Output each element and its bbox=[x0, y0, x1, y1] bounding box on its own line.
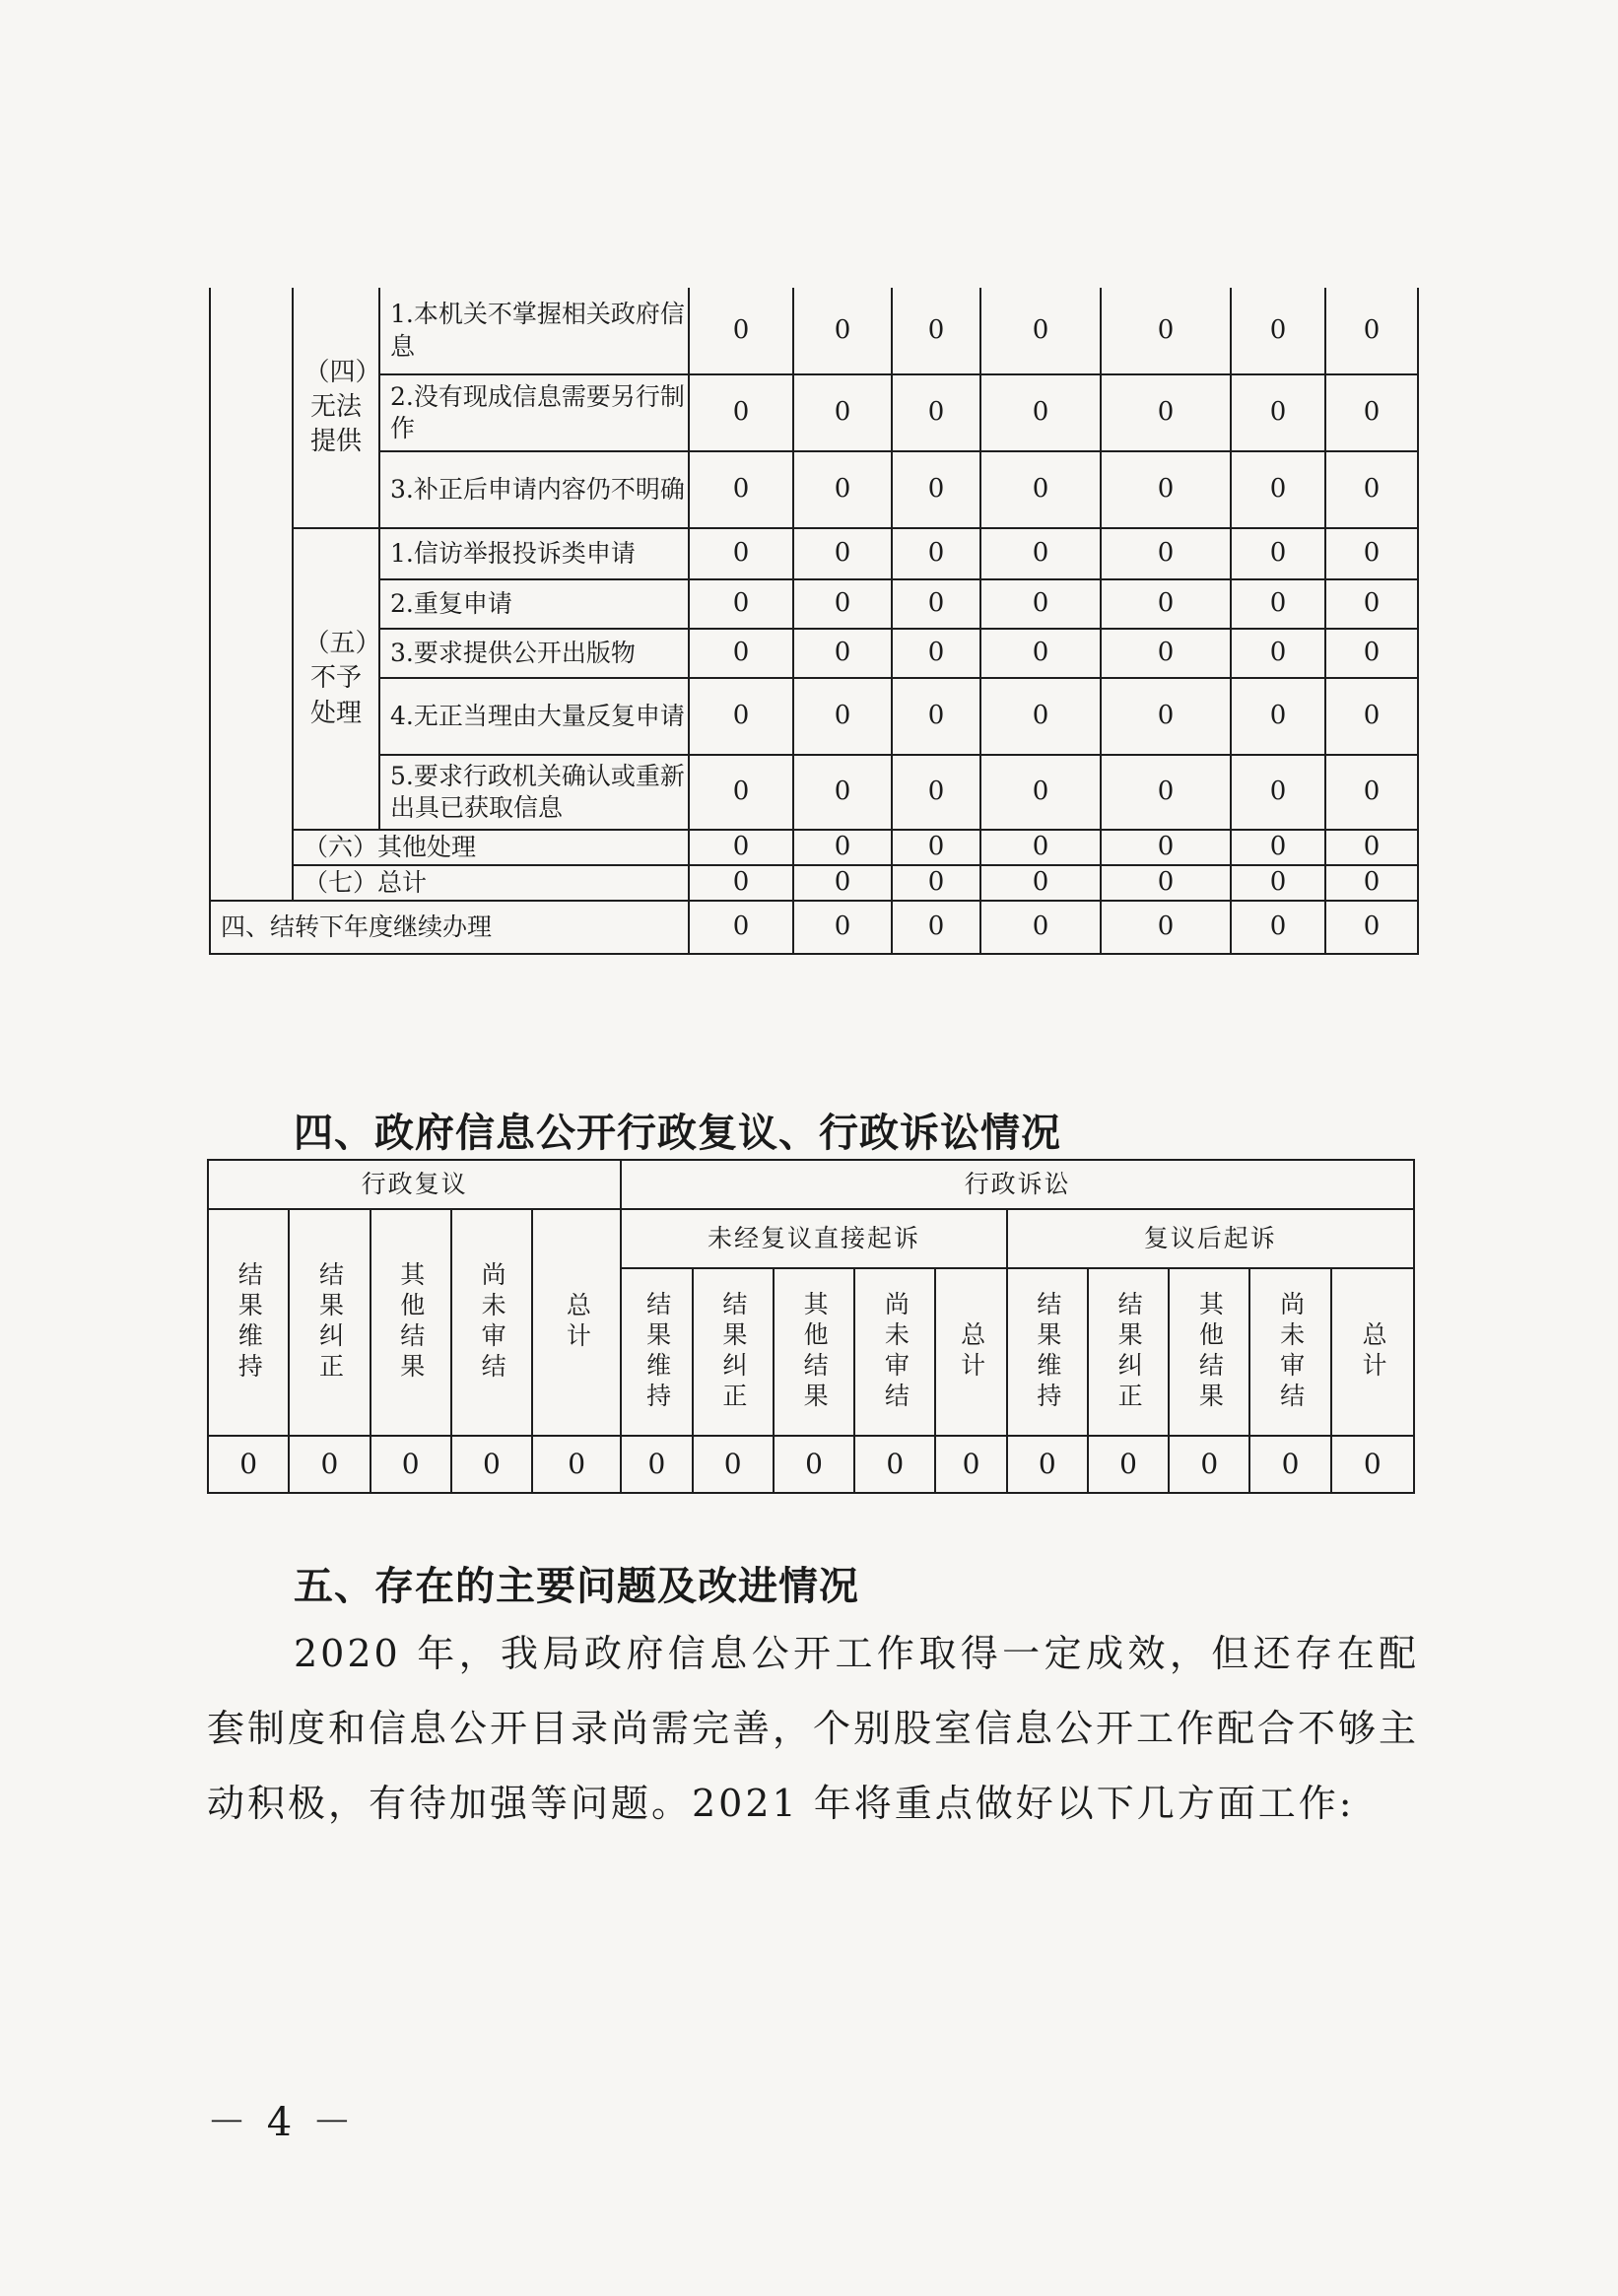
value-cell: 0 bbox=[1325, 579, 1418, 629]
value-cell: 0 bbox=[1101, 528, 1231, 579]
review-header: 行政复议 bbox=[208, 1160, 621, 1209]
item-label: 3.补正后申请内容仍不明确 bbox=[379, 451, 689, 528]
table-row bbox=[210, 579, 1418, 629]
value-cell: 0 bbox=[1231, 678, 1325, 755]
value-cell: 0 bbox=[689, 830, 793, 865]
value-cell: 0 bbox=[1231, 451, 1325, 528]
table-row bbox=[210, 678, 1418, 755]
value-cell: 0 bbox=[1231, 865, 1325, 901]
table-row bbox=[210, 374, 1418, 451]
after-cols-header: 总计 bbox=[1331, 1268, 1414, 1436]
table-row bbox=[210, 865, 1418, 901]
value-cell: 0 bbox=[689, 288, 793, 374]
after-cols-header: 结果维持 bbox=[1007, 1268, 1088, 1436]
value-cell: 0 bbox=[980, 374, 1101, 451]
value-cell: 0 bbox=[1231, 629, 1325, 678]
value-cell: 0 bbox=[1101, 629, 1231, 678]
application-handling-table bbox=[209, 288, 1419, 955]
value-cell: 0 bbox=[793, 451, 892, 528]
item-label: 1.本机关不掌握相关政府信息 bbox=[379, 288, 689, 374]
value-cell: 0 bbox=[1325, 830, 1418, 865]
body-paragraph: 2020 年，我局政府信息公开工作取得一定成效，但还存在配套制度和信息公开目录尚需完善，个别股室信息公开工作配合不够主动积极，有待加强等问题。2021 年将重点做好以下几方面工作: bbox=[207, 1632, 1420, 1825]
value-cell: 0 bbox=[1249, 1436, 1330, 1493]
value-cell: 0 bbox=[1325, 374, 1418, 451]
value-cell: 0 bbox=[1101, 579, 1231, 629]
value-cell: 0 bbox=[1231, 374, 1325, 451]
review-col-header: 结果纠正 bbox=[289, 1209, 370, 1436]
item-label: 3.要求提供公开出版物 bbox=[379, 629, 689, 678]
value-cell: 0 bbox=[793, 579, 892, 629]
value-cell: 0 bbox=[451, 1436, 532, 1493]
after-cols-header: 尚未审结 bbox=[1249, 1268, 1330, 1436]
value-cell: 0 bbox=[1325, 288, 1418, 374]
value-cell: 0 bbox=[689, 678, 793, 755]
value-cell: 0 bbox=[980, 288, 1101, 374]
value-cell: 0 bbox=[980, 901, 1101, 954]
value-cell: 0 bbox=[980, 451, 1101, 528]
direct-cols-header: 总计 bbox=[935, 1268, 1006, 1436]
value-cell: 0 bbox=[793, 629, 892, 678]
value-cell: 0 bbox=[1231, 830, 1325, 865]
value-cell: 0 bbox=[1101, 678, 1231, 755]
value-cell: 0 bbox=[892, 865, 980, 901]
direct-cols-header: 结果维持 bbox=[621, 1268, 692, 1436]
value-cell: 0 bbox=[1231, 901, 1325, 954]
category-cell: （四）无法提供 bbox=[293, 288, 379, 528]
total-label: （七）总计 bbox=[293, 865, 689, 901]
value-cell: 0 bbox=[892, 678, 980, 755]
value-cell: 0 bbox=[793, 865, 892, 901]
table-row bbox=[210, 528, 1418, 579]
value-cell: 0 bbox=[1325, 678, 1418, 755]
item-label: 5.要求行政机关确认或重新出具已获取信息 bbox=[379, 755, 689, 830]
value-cell: 0 bbox=[1231, 755, 1325, 830]
value-cell: 0 bbox=[1101, 451, 1231, 528]
value-cell: 0 bbox=[1325, 629, 1418, 678]
value-cell: 0 bbox=[980, 629, 1101, 678]
review-col-header: 总计 bbox=[532, 1209, 621, 1436]
value-cell: 0 bbox=[1101, 755, 1231, 830]
table-row bbox=[210, 830, 1418, 865]
value-cell: 0 bbox=[689, 865, 793, 901]
value-cell: 0 bbox=[289, 1436, 370, 1493]
value-cell: 0 bbox=[793, 901, 892, 954]
direct-suit-header: 未经复议直接起诉 bbox=[621, 1209, 1006, 1268]
section-5-title: 五、存在的主要问题及改进情况 bbox=[294, 1563, 859, 1609]
litigation-header: 行政诉讼 bbox=[621, 1160, 1414, 1209]
value-cell: 0 bbox=[1007, 1436, 1088, 1493]
value-cell: 0 bbox=[854, 1436, 935, 1493]
category-cell: （五）不予处理 bbox=[293, 528, 379, 830]
value-cell: 0 bbox=[892, 374, 980, 451]
value-cell: 0 bbox=[1331, 1436, 1414, 1493]
value-cell: 0 bbox=[532, 1436, 621, 1493]
value-cell: 0 bbox=[935, 1436, 1006, 1493]
value-cell: 0 bbox=[892, 901, 980, 954]
value-cell: 0 bbox=[1231, 528, 1325, 579]
value-cell: 0 bbox=[774, 1436, 854, 1493]
value-cell: 0 bbox=[208, 1436, 289, 1493]
after-cols-header: 结果纠正 bbox=[1088, 1268, 1169, 1436]
item-label: 2.重复申请 bbox=[379, 579, 689, 629]
value-cell: 0 bbox=[980, 528, 1101, 579]
value-cell: 0 bbox=[980, 865, 1101, 901]
review-col-header: 尚未审结 bbox=[451, 1209, 532, 1436]
value-cell: 0 bbox=[689, 374, 793, 451]
review-col-header: 其他结果 bbox=[371, 1209, 451, 1436]
section-4-title: 四、政府信息公开行政复议、行政诉讼情况 bbox=[294, 1110, 1061, 1156]
item-label: 2.没有现成信息需要另行制作 bbox=[379, 374, 689, 451]
table-row bbox=[210, 629, 1418, 678]
value-cell: 0 bbox=[892, 629, 980, 678]
other-label: （六）其他处理 bbox=[293, 830, 689, 865]
value-cell: 0 bbox=[892, 451, 980, 528]
table-row bbox=[210, 901, 1418, 954]
value-cell: 0 bbox=[1325, 901, 1418, 954]
value-cell: 0 bbox=[1101, 830, 1231, 865]
value-cell: 0 bbox=[1101, 374, 1231, 451]
after-review-suit-header: 复议后起诉 bbox=[1007, 1209, 1414, 1268]
page-number: － 4 － bbox=[207, 2100, 356, 2145]
value-cell: 0 bbox=[892, 755, 980, 830]
direct-cols-header: 其他结果 bbox=[774, 1268, 854, 1436]
value-cell: 0 bbox=[892, 579, 980, 629]
value-cell: 0 bbox=[689, 755, 793, 830]
value-cell: 0 bbox=[980, 678, 1101, 755]
table-row bbox=[210, 288, 1418, 374]
direct-cols-header: 结果纠正 bbox=[693, 1268, 774, 1436]
value-cell: 0 bbox=[693, 1436, 774, 1493]
value-cell: 0 bbox=[1325, 865, 1418, 901]
review-col-header: 结果维持 bbox=[208, 1209, 289, 1436]
review-litigation-table bbox=[207, 1159, 1415, 1494]
value-cell: 0 bbox=[1101, 288, 1231, 374]
value-cell: 0 bbox=[1231, 288, 1325, 374]
item-label: 1.信访举报投诉类申请 bbox=[379, 528, 689, 579]
value-cell: 0 bbox=[689, 451, 793, 528]
value-cell: 0 bbox=[621, 1436, 692, 1493]
value-cell: 0 bbox=[793, 374, 892, 451]
direct-cols-header: 尚未审结 bbox=[854, 1268, 935, 1436]
value-cell: 0 bbox=[1101, 901, 1231, 954]
value-cell: 0 bbox=[1169, 1436, 1249, 1493]
value-cell: 0 bbox=[371, 1436, 451, 1493]
value-cell: 0 bbox=[1325, 528, 1418, 579]
value-cell: 0 bbox=[793, 528, 892, 579]
value-cell: 0 bbox=[980, 755, 1101, 830]
value-cell: 0 bbox=[892, 288, 980, 374]
value-cell: 0 bbox=[793, 678, 892, 755]
value-cell: 0 bbox=[1101, 865, 1231, 901]
value-cell: 0 bbox=[1325, 755, 1418, 830]
table-row bbox=[210, 451, 1418, 528]
value-cell: 0 bbox=[689, 528, 793, 579]
value-cell: 0 bbox=[793, 288, 892, 374]
outer-spacer-cell bbox=[210, 288, 293, 901]
value-cell: 0 bbox=[892, 528, 980, 579]
carry-label: 四、结转下年度继续办理 bbox=[210, 901, 689, 954]
value-cell: 0 bbox=[1325, 451, 1418, 528]
value-cell: 0 bbox=[980, 830, 1101, 865]
item-label: 4.无正当理由大量反复申请 bbox=[379, 678, 689, 755]
value-cell: 0 bbox=[793, 830, 892, 865]
table-row bbox=[210, 755, 1418, 830]
value-cell: 0 bbox=[689, 629, 793, 678]
value-cell: 0 bbox=[689, 579, 793, 629]
value-cell: 0 bbox=[1088, 1436, 1169, 1493]
value-cell: 0 bbox=[793, 755, 892, 830]
value-cell: 0 bbox=[892, 830, 980, 865]
after-cols-header: 其他结果 bbox=[1169, 1268, 1249, 1436]
value-cell: 0 bbox=[689, 901, 793, 954]
value-cell: 0 bbox=[1231, 579, 1325, 629]
value-cell: 0 bbox=[980, 579, 1101, 629]
